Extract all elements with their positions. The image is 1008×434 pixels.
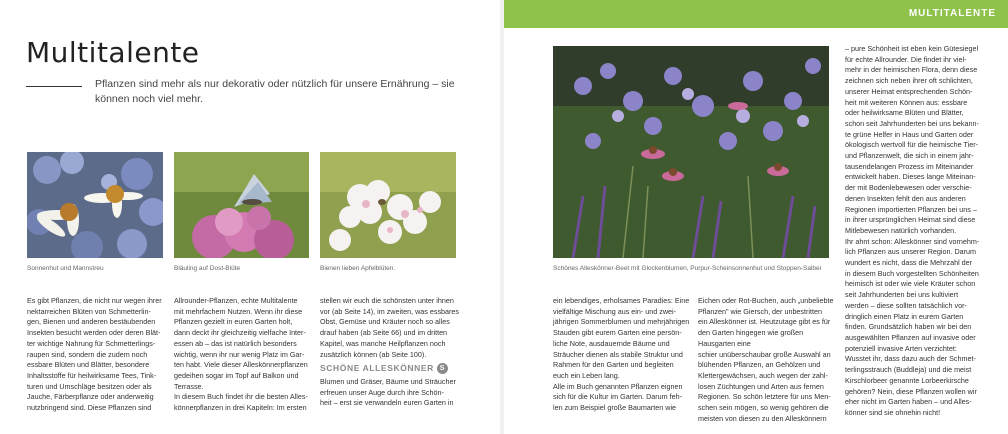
text-column-5: Eichen oder Rot-Buchen, auch „unbeliebte Pflanzen" wie Giersch, der unbestritten ein Alleskönner ist. Heutzutage gibt es für den Garten hingegen wie großen Hausgarten eine schier unüberschaubar große Auswahl an blühenden Pflanzen, an Gehölzen und Klettergewächsen, auch wegen der zahl- losen Züchtungen und Arten aus fernen Regionen. So schön letztere für uns Men- schen sein mögen, so wenig gehören die meisten von diesen zu den Alleskönnern — [698, 296, 834, 423]
caption-photo4: Schönes Alleskönner-Beet mit Glockenblumen, Purpur-Scheinsonnenhut und Stoppen-Salbei — [553, 265, 822, 272]
text-column-4: ein lebendiges, erholsames Paradies: Eine vielfältige Mischung aus ein- und zwei- jährigen Sommerblumen und mehrjährigen Stauden gibt eurem Garten eine persön- liche Note, ausdauernde Bäume und Sträucher dienen als stabile Struktur und Rahmen für den Garten und begleiten euch ein Leben lang. Alle im Buch genannten Pflanzen eignen sich für die Kultur im Garten. Darum feh- len zum Beispiel große Baumarten wie — [553, 296, 690, 413]
subheading-text: SCHÖNE ALLESKÖNNER — [320, 363, 434, 373]
page-title: Multitalente — [26, 36, 200, 69]
section-badge-icon: S — [437, 363, 448, 374]
caption-photo3: Bienen lieben Apfelblüten. — [320, 265, 396, 272]
caption-photo2: Bläuling auf Dost-Blüte — [174, 265, 241, 272]
section-label: MULTITALENTE — [908, 8, 996, 19]
text-column-2: Allrounder-Pflanzen, echte Multitalente mit mehrfachem Nutzen. Wenn ihr diese Pflanzen gezielt in euren Garten holt, dann deckt ihr gleichzeitig vielfache Inter- essen ab – das ist natürlich besonders wichtig, wenn ihr nur wenig Platz im Gar- ten habt. Viele dieser Alleskönnerpflanzen gedeihen sogar im Topf auf Balkon und Terrasse. In diesem Buch findet ihr die besten Alles- könnerpflanzen in drei Kapiteln: Im ersten — [174, 296, 308, 413]
text-column-1: Es gibt Pflanzen, die nicht nur wegen ihrer nektarreichen Blüten von Schmetterlin- gen, Bienen und anderen bestäubenden Insekten besucht werden oder deren Blät- ter wichtige Nahrung für Schmetterlings- raupen sind, sondern die zudem noch essbare Blüten und Blätter, besondere Inhaltsstoffe für heilwirksame Tees, Tink- turen und Umschläge besitzen oder als Jauche, Färberpflanze oder anderweitig nutzbringend sind. Diese Pflanzen sind — [27, 296, 162, 413]
photo-flower-bed — [553, 46, 829, 258]
text-column-6: – pure Schönheit ist eben kein Gütesiegel für echte Allrounder. Die findet ihr viel- mehr in der heimischen Flora, denn diese zeichnen sich neben ihrer oft schlichten, unserer Heimat entsprechenden Schön- heit mit weiteren Können aus: essbare oder heilwirksame Blüten und Blätter, schon seit Jahrhunderten bei uns bekann- te grüne Helfer in Haus und Garten oder ökologisch wertvoll für die heimische Tier- und Pflanzenwelt, die sich in einem jahr- tausendelangen Prozess im Miteinander entwickelt haben. Dieses lange Miteinan- der mit Bodenlebewesen oder verschie- denen Insekten fehlt den aus anderen Regionen importierten Pflanzen bei uns – in ihrer ursprünglichen Heimat sind diese Mitlebewesen natürlich vorhanden. Ihr ahnt schon: Alleskönner sind vornehm- lich Pflanzen aus unserer Region. Darum wundert es nicht, dass die Mehrzahl der in diesem Buch vorgestellten Schönheiten heimisch ist oder wie viele Kräuter schon seit Jahrhunderten bei uns kultiviert werden – diese sollten tatsächlich vor- dringlich einen Platz in eurem Garten finden. Grundsätzlich haben wir bei den ausgewählten Pflanzen auf invasive oder potenziell invasive Arten verzichtet: Wusstet ihr, dass dazu auch der Schmet- terlingsstrauch (Buddleja) und die meist Kirschlorbeer genannte Lorbeerkirsche gehören? Nein, diese Pflanzen wollen wir eher nicht im Garten haben – und Alles- könner sind sie ohnehin nicht! — [845, 44, 980, 417]
intro-text: Pflanzen sind mehr als nur dekorativ oder nützlich für unsere Ernährung – sie können noch viel mehr. — [95, 78, 455, 105]
photo-apple-blossoms — [320, 152, 456, 258]
section-header-band — [504, 0, 1008, 28]
subheading-schoene-alleskoenner — [320, 363, 448, 374]
photo-coneflower-eryngium — [27, 152, 163, 258]
caption-photo1: Sonnenhut und Mannstreu — [27, 265, 104, 272]
title-rule — [26, 86, 82, 87]
text-column-3-bottom: Blumen und Gräser, Bäume und Sträucher erfreuen unser Auge durch ihre Schön- heit – erst sie verwandeln euren Garten in — [320, 377, 456, 408]
text-column-3-top: stellen wir euch die schönsten unter ihnen vor (ab Seite 14), im zweiten, was essbares Obst, Gemüse und Kräuter noch so alles drauf haben (ab Seite 66) und im dritten Kapitel, was manche Heilpflanzen noch zusätzlich können (ab Seite 100). — [320, 296, 460, 359]
left-page — [0, 0, 500, 434]
photo-butterfly-oregano — [174, 152, 309, 258]
